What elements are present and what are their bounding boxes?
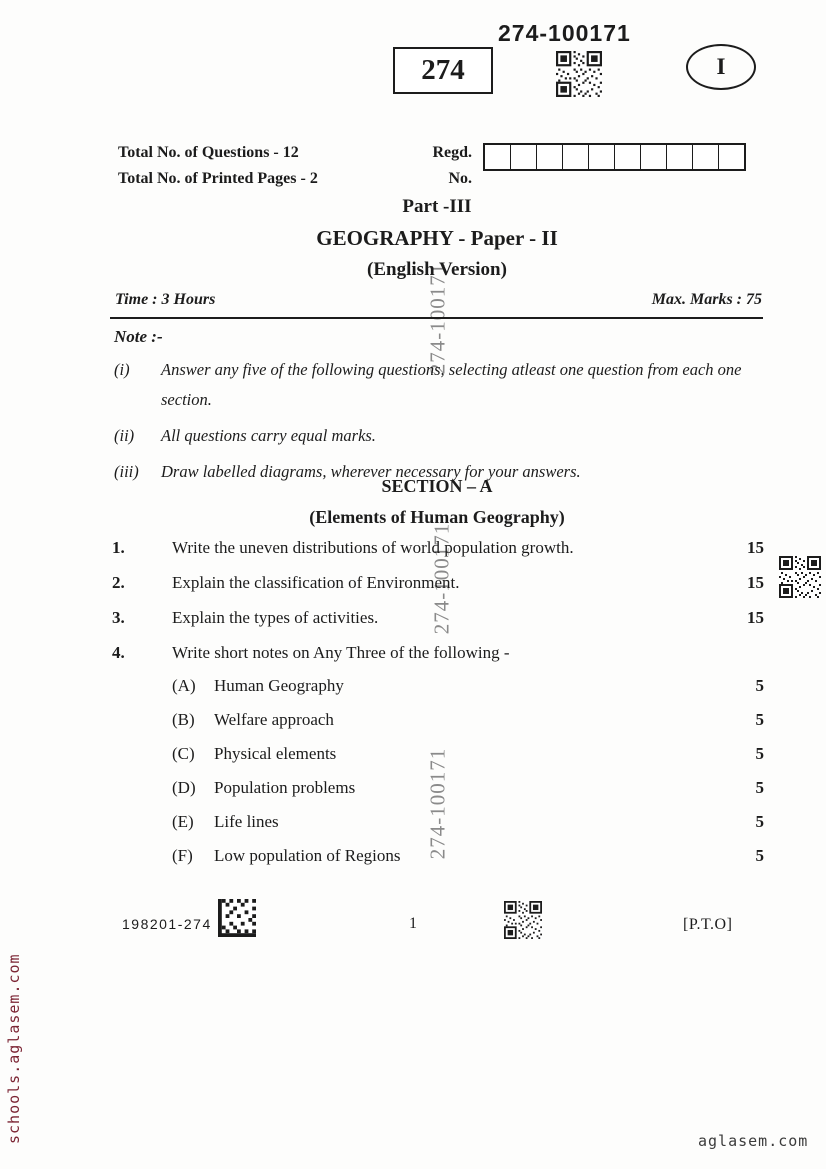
regd-label-line1: Regd. <box>432 144 472 161</box>
regd-cell <box>511 145 537 169</box>
question-number: 1. <box>112 538 125 557</box>
subquestion-text: Human Geography <box>214 676 344 695</box>
subquestion-row <box>172 674 764 697</box>
subquestion-text: Low population of Regions <box>214 846 401 865</box>
page-number: 1 <box>409 915 417 932</box>
subquestion-marks: 5 <box>755 778 764 797</box>
regd-cell <box>563 145 589 169</box>
note-number: (i) <box>114 360 130 379</box>
part-title: Part -III <box>402 196 472 217</box>
footer-paper-code: 198201-274 <box>122 916 212 932</box>
note-item <box>114 421 766 451</box>
subquestion-text: Population problems <box>214 778 356 797</box>
question-marks: 15 <box>747 538 764 557</box>
regd-cell <box>667 145 693 169</box>
total-pages: Total No. of Printed Pages - 2 <box>118 170 318 187</box>
subquestion-row <box>172 708 764 731</box>
total-questions: Total No. of Questions - 12 <box>118 144 299 161</box>
subquestion-marks: 5 <box>755 676 764 695</box>
watermark-text: 274-100171 <box>425 262 450 375</box>
regd-no-grid <box>483 143 746 171</box>
note-text: Draw labelled diagrams, wherever necessary for your answers. <box>161 462 581 481</box>
question-marks <box>730 641 764 664</box>
version-badge <box>686 44 756 90</box>
regd-cell <box>537 145 563 169</box>
paper-code-box <box>393 47 493 94</box>
paper-code: 274 <box>421 54 465 86</box>
subquestion-letter: (B) <box>172 710 195 729</box>
regd-cell <box>589 145 615 169</box>
subquestions-list <box>172 674 764 878</box>
regd-cell <box>719 145 744 169</box>
note-number: (iii) <box>114 462 139 481</box>
qr-code-icon <box>556 51 602 97</box>
question-row <box>112 571 764 594</box>
subquestion-row <box>172 810 764 833</box>
subquestion-letter: (E) <box>172 812 194 831</box>
horizontal-rule <box>110 317 763 319</box>
question-text: Explain the classification of Environment. <box>172 573 460 592</box>
question-row <box>112 536 764 559</box>
question-text: Explain the types of activities. <box>172 608 379 627</box>
subquestion-row <box>172 742 764 765</box>
subquestion-letter: (C) <box>172 744 195 763</box>
note-label: Note :- <box>114 327 163 346</box>
section-subtitle: (Elements of Human Geography) <box>309 507 565 527</box>
doc-number: 274-100171 <box>498 20 631 46</box>
section-title: SECTION – A <box>381 476 493 496</box>
question-text: Write the uneven distributions of world population growth. <box>172 538 574 557</box>
regd-cell <box>693 145 719 169</box>
version-letter: I <box>716 54 726 79</box>
qr-code-icon <box>779 556 821 598</box>
notes-list <box>114 355 766 493</box>
side-watermark-link: schools.aglasem.com <box>5 953 23 1144</box>
subquestion-text: Physical elements <box>214 744 337 763</box>
question-marks: 15 <box>747 573 764 592</box>
question-number: 2. <box>112 573 125 592</box>
watermark-text: 274-100171 <box>429 522 454 635</box>
note-number: (ii) <box>114 426 135 445</box>
subquestion-letter: (D) <box>172 778 196 797</box>
subquestion-marks: 5 <box>755 744 764 763</box>
subquestion-marks: 5 <box>755 846 764 865</box>
max-marks: Max. Marks : 75 <box>651 291 762 308</box>
subquestion-text: Welfare approach <box>214 710 334 729</box>
paper-meta <box>118 140 318 192</box>
note-text: Answer any five of the following questions, selecting atleast one question from each one section. <box>161 360 742 409</box>
bottom-watermark-link: aglasem.com <box>698 1132 809 1150</box>
regd-cell <box>615 145 641 169</box>
regd-label-line2: No. <box>448 170 472 187</box>
version-title: (English Version) <box>367 259 507 280</box>
subquestion-marks: 5 <box>755 710 764 729</box>
regd-cell <box>485 145 511 169</box>
question-row <box>112 606 764 629</box>
subquestion-letter: (A) <box>172 676 196 695</box>
subquestion-letter: (F) <box>172 846 193 865</box>
question-marks: 15 <box>747 608 764 627</box>
subject-title: GEOGRAPHY - Paper - II <box>316 226 558 250</box>
question-number: 4. <box>112 643 125 662</box>
watermark-text: 274-100171 <box>425 747 450 860</box>
note-item <box>114 355 766 415</box>
question-number: 3. <box>112 608 125 627</box>
note-text: All questions carry equal marks. <box>161 426 376 445</box>
subquestion-row <box>172 844 764 867</box>
regd-cell <box>641 145 667 169</box>
time-allowed: Time : 3 Hours <box>115 291 216 308</box>
question-row <box>112 641 764 664</box>
qr-code-icon <box>504 901 542 939</box>
pto-label: [P.T.O] <box>683 916 733 933</box>
subquestion-text: Life lines <box>214 812 279 831</box>
regd-no-label <box>424 140 472 192</box>
questions-list <box>112 536 764 676</box>
question-text: Write short notes on Any Three of the following - <box>172 643 510 662</box>
subquestion-marks: 5 <box>755 812 764 831</box>
subquestion-row <box>172 776 764 799</box>
